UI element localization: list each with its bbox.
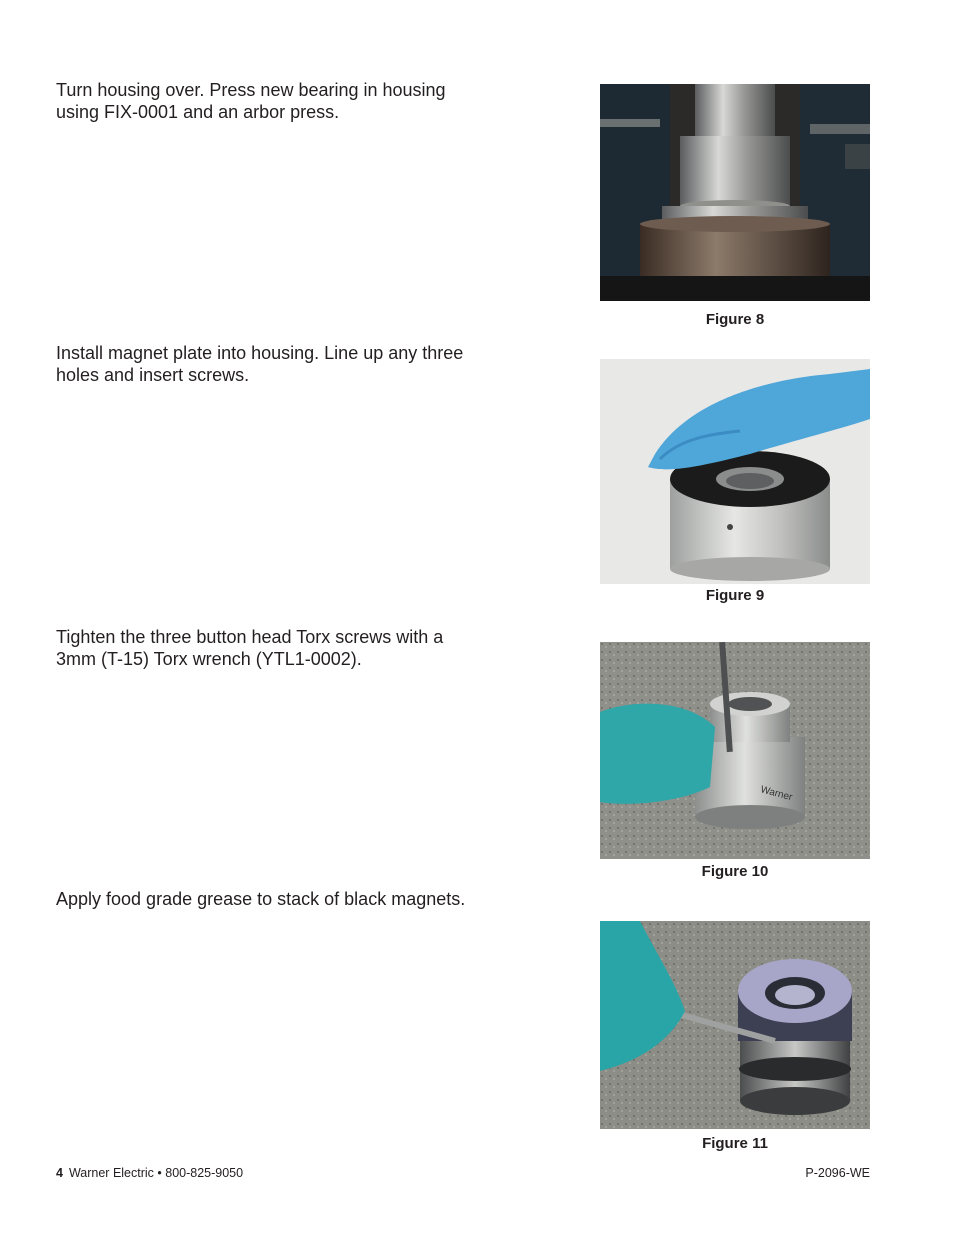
page-number: 4 [56,1166,63,1180]
document-code: P-2096-WE [805,1166,870,1180]
figure-8-photo [600,84,870,301]
step-3-text: Tighten the three button head Torx screws with a 3mm (T-15) Torx wrench (YTL1-0002). [56,627,444,669]
footer-left [56,1166,243,1180]
figure-10-photo [600,642,870,859]
svg-text:Warner: Warner [759,784,794,804]
step-4-text: Apply food grade grease to stack of black magnets. [56,889,466,909]
figure-10-caption: Figure 10 [701,863,769,880]
company-contact: Warner Electric • 800-825-9050 [68,1166,244,1180]
figure-9-caption: Figure 9 [705,587,765,604]
step-2-text: Install magnet plate into housing. Line up any three holes and insert screws. [56,343,464,385]
step-1-text: Turn housing over. Press new bearing in housing using FIX-0001 and an arbor press. [56,80,446,122]
figure-11-caption: Figure 11 [702,1135,768,1152]
figure-8-caption: Figure 8 [705,311,765,328]
figure-9-photo [600,359,870,584]
figure-11-photo [600,921,870,1129]
